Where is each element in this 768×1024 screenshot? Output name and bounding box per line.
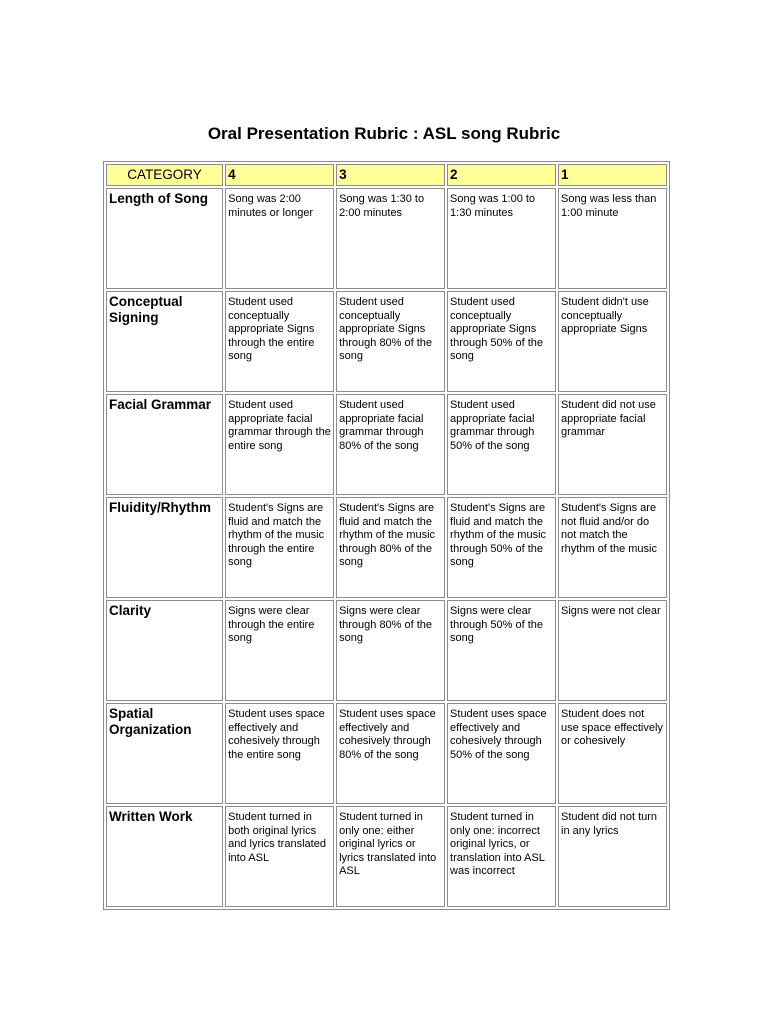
- table-cell: Signs were clear through 80% of the song: [336, 600, 445, 701]
- table-cell: Signs were not clear: [558, 600, 667, 701]
- table-cell: Song was 1:30 to 2:00 minutes: [336, 188, 445, 289]
- table-cell: Student turned in only one: either original lyrics or lyrics translated into ASL: [336, 806, 445, 907]
- table-cell: Student used appropriate facial grammar through 50% of the song: [447, 394, 556, 495]
- header-score-4: 4: [225, 164, 334, 186]
- table-row: [106, 600, 667, 701]
- header-score-1: 1: [558, 164, 667, 186]
- table-cell: Student uses space effectively and cohesively through 80% of the song: [336, 703, 445, 804]
- page-title: Oral Presentation Rubric : ASL song Rubric: [207, 124, 561, 143]
- table-row: [106, 188, 667, 289]
- row-category: Written Work: [106, 806, 223, 907]
- table-row: [106, 394, 667, 495]
- table-cell: Song was 2:00 minutes or longer: [225, 188, 334, 289]
- header-row: [106, 164, 667, 186]
- table-cell: Student used conceptually appropriate Signs through 50% of the song: [447, 291, 556, 392]
- header-score-2: 2: [447, 164, 556, 186]
- table-cell: Student does not use space effectively or cohesively: [558, 703, 667, 804]
- table-cell: Signs were clear through 50% of the song: [447, 600, 556, 701]
- row-category: Fluidity/Rhythm: [106, 497, 223, 598]
- row-category: Facial Grammar: [106, 394, 223, 495]
- table-cell: Student used conceptually appropriate Signs through the entire song: [225, 291, 334, 392]
- table-cell: Student uses space effectively and cohesively through 50% of the song: [447, 703, 556, 804]
- table-cell: Student used appropriate facial grammar through the entire song: [225, 394, 334, 495]
- table-cell: Song was less than 1:00 minute: [558, 188, 667, 289]
- table-row: [106, 806, 667, 907]
- table-cell: Student didn't use conceptually appropriate Signs: [558, 291, 667, 392]
- table-cell: Signs were clear through the entire song: [225, 600, 334, 701]
- table-cell: Student used appropriate facial grammar through 80% of the song: [336, 394, 445, 495]
- table-cell: Student uses space effectively and cohesively through the entire song: [225, 703, 334, 804]
- table-row: [106, 497, 667, 598]
- row-category: Conceptual Signing: [106, 291, 223, 392]
- table-cell: Student's Signs are fluid and match the rhythm of the music through 50% of the song: [447, 497, 556, 598]
- table-cell: Student did not use appropriate facial grammar: [558, 394, 667, 495]
- table-row: [106, 703, 667, 804]
- row-category: Spatial Organization: [106, 703, 223, 804]
- table-cell: Song was 1:00 to 1:30 minutes: [447, 188, 556, 289]
- table-cell: Student turned in only one: incorrect original lyrics, or translation into ASL was incorrect: [447, 806, 556, 907]
- table-cell: Student did not turn in any lyrics: [558, 806, 667, 907]
- table-cell: Student's Signs are not fluid and/or do not match the rhythm of the music: [558, 497, 667, 598]
- header-score-3: 3: [336, 164, 445, 186]
- table-cell: Student's Signs are fluid and match the rhythm of the music through 80% of the song: [336, 497, 445, 598]
- row-category: Length of Song: [106, 188, 223, 289]
- rubric-body: [106, 188, 667, 907]
- rubric-header: [106, 164, 667, 186]
- header-category: CATEGORY: [106, 164, 223, 186]
- table-cell: Student used conceptually appropriate Signs through 80% of the song: [336, 291, 445, 392]
- rubric-table: [103, 161, 670, 910]
- table-cell: Student turned in both original lyrics and lyrics translated into ASL: [225, 806, 334, 907]
- row-category: Clarity: [106, 600, 223, 701]
- table-row: [106, 291, 667, 392]
- table-cell: Student's Signs are fluid and match the rhythm of the music through the entire song: [225, 497, 334, 598]
